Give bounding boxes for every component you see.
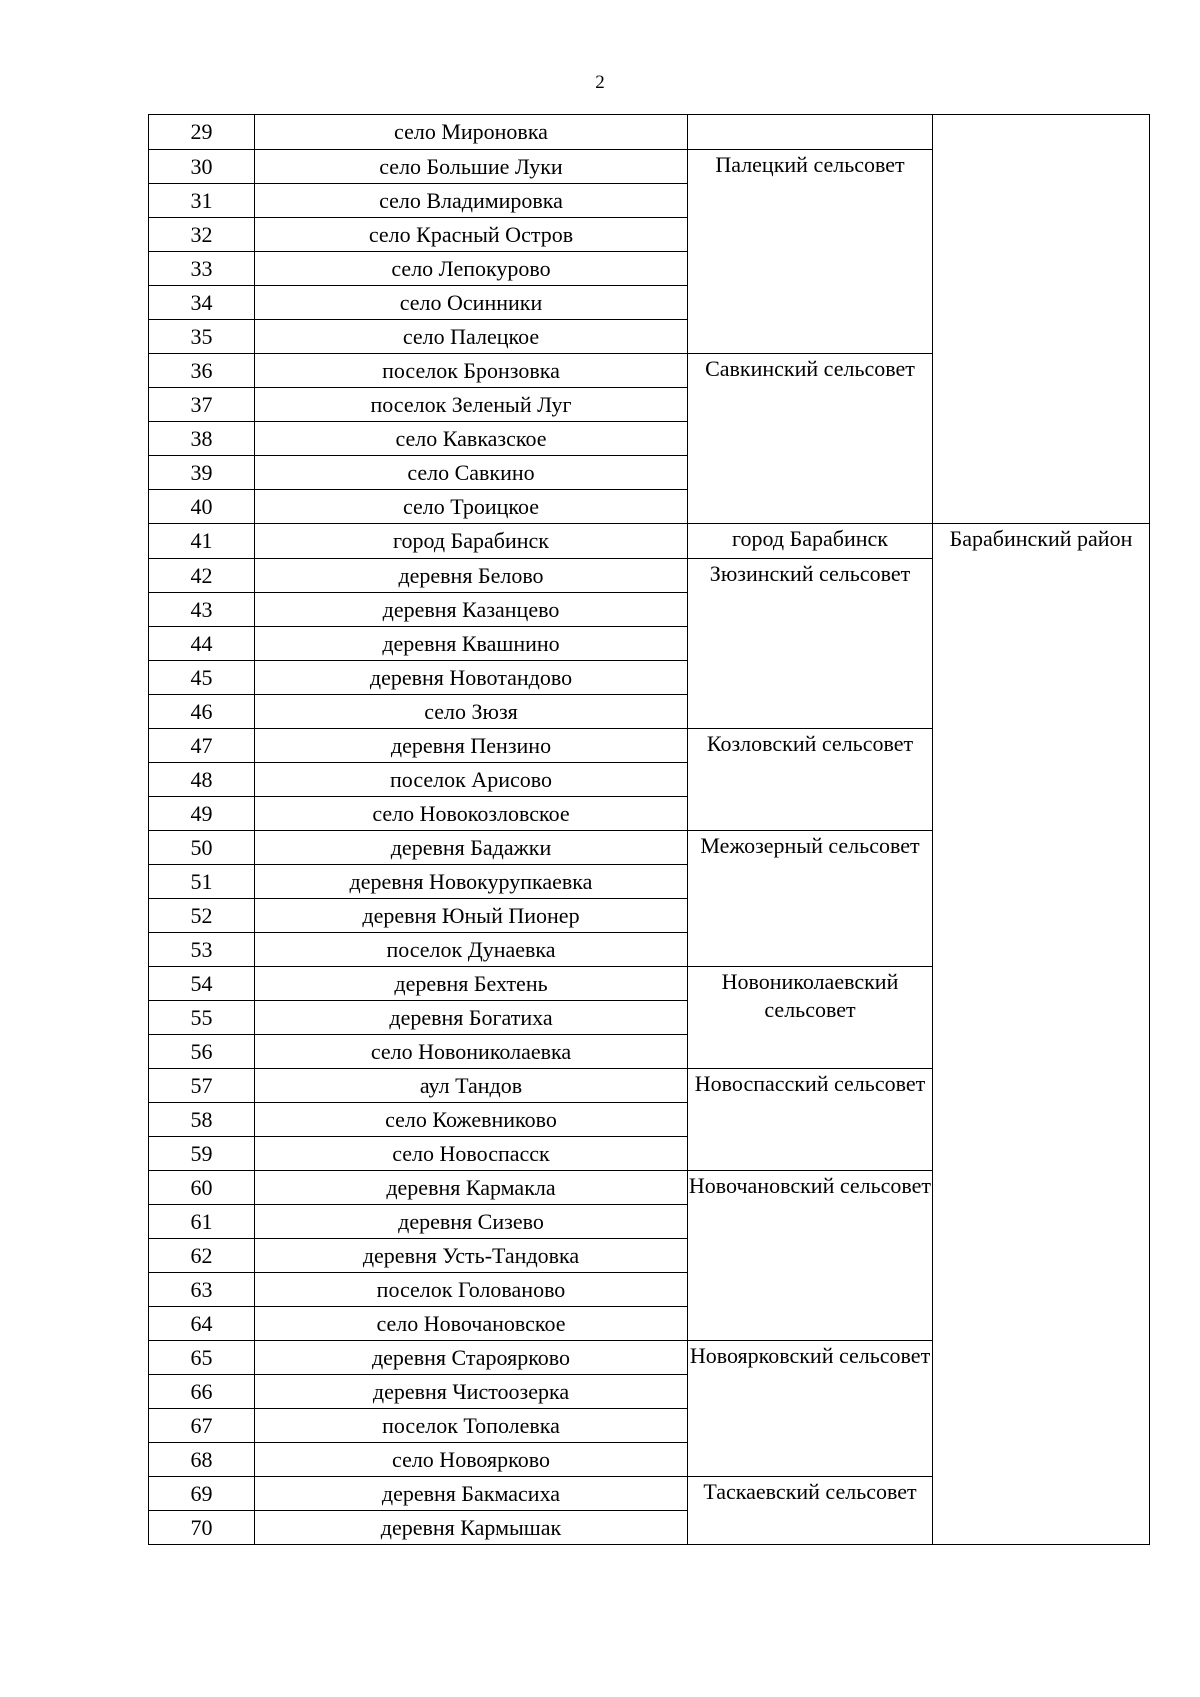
settlement-name-cell: аул Тандов: [255, 1069, 688, 1103]
row-number-cell: 39: [149, 456, 255, 490]
row-number-cell: 30: [149, 150, 255, 184]
settlement-name-cell: село Новоярково: [255, 1443, 688, 1477]
settlement-name-cell: село Осинники: [255, 286, 688, 320]
settlement-name-cell: деревня Новокурупкаевка: [255, 865, 688, 899]
settlement-name-cell: село Большие Луки: [255, 150, 688, 184]
row-number-cell: 44: [149, 627, 255, 661]
row-number-cell: 65: [149, 1341, 255, 1375]
row-number-cell: 59: [149, 1137, 255, 1171]
council-cell: Новочановский сельсовет: [688, 1171, 933, 1341]
page-number: 2: [595, 72, 605, 93]
settlement-name-cell: село Мироновка: [255, 115, 688, 150]
council-cell: Савкинский сельсовет: [688, 354, 933, 524]
settlement-name-cell: деревня Богатиха: [255, 1001, 688, 1035]
council-cell: Таскаевский сельсовет: [688, 1477, 933, 1545]
row-number-cell: 46: [149, 695, 255, 729]
row-number-cell: 51: [149, 865, 255, 899]
settlement-name-cell: село Новониколаевка: [255, 1035, 688, 1069]
row-number-cell: 40: [149, 490, 255, 524]
row-number-cell: 55: [149, 1001, 255, 1035]
row-number-cell: 48: [149, 763, 255, 797]
settlement-name-cell: село Владимировка: [255, 184, 688, 218]
district-cell: [933, 115, 1150, 524]
row-number-cell: 70: [149, 1511, 255, 1545]
settlement-name-cell: поселок Бронзовка: [255, 354, 688, 388]
row-number-cell: 58: [149, 1103, 255, 1137]
settlement-name-cell: село Новоспасск: [255, 1137, 688, 1171]
settlement-name-cell: деревня Бехтень: [255, 967, 688, 1001]
settlement-name-cell: село Троицкое: [255, 490, 688, 524]
settlement-name-cell: деревня Сизево: [255, 1205, 688, 1239]
settlement-name-cell: деревня Пензино: [255, 729, 688, 763]
settlements-table: [148, 114, 1150, 1545]
row-number-cell: 68: [149, 1443, 255, 1477]
table-row: [149, 524, 1150, 559]
settlement-name-cell: деревня Староярково: [255, 1341, 688, 1375]
council-cell: Новониколаевский сельсовет: [688, 967, 933, 1069]
row-number-cell: 69: [149, 1477, 255, 1511]
district-cell: Барабинский район: [933, 524, 1150, 1545]
row-number-cell: 57: [149, 1069, 255, 1103]
row-number-cell: 43: [149, 593, 255, 627]
settlement-name-cell: поселок Тополевка: [255, 1409, 688, 1443]
row-number-cell: 62: [149, 1239, 255, 1273]
row-number-cell: 45: [149, 661, 255, 695]
row-number-cell: 32: [149, 218, 255, 252]
settlement-name-cell: село Савкино: [255, 456, 688, 490]
settlement-name-cell: деревня Бакмасиха: [255, 1477, 688, 1511]
settlement-name-cell: деревня Кармакла: [255, 1171, 688, 1205]
council-cell: [688, 115, 933, 150]
row-number-cell: 64: [149, 1307, 255, 1341]
row-number-cell: 50: [149, 831, 255, 865]
table-body: [149, 115, 1150, 1545]
row-number-cell: 41: [149, 524, 255, 559]
row-number-cell: 54: [149, 967, 255, 1001]
row-number-cell: 37: [149, 388, 255, 422]
settlement-name-cell: село Лепокурово: [255, 252, 688, 286]
settlement-name-cell: деревня Кармышак: [255, 1511, 688, 1545]
row-number-cell: 29: [149, 115, 255, 150]
row-number-cell: 38: [149, 422, 255, 456]
settlement-name-cell: деревня Новотандово: [255, 661, 688, 695]
settlement-name-cell: деревня Усть-Тандовка: [255, 1239, 688, 1273]
row-number-cell: 42: [149, 559, 255, 593]
settlement-name-cell: село Новокозловское: [255, 797, 688, 831]
settlement-name-cell: деревня Казанцево: [255, 593, 688, 627]
row-number-cell: 60: [149, 1171, 255, 1205]
settlement-name-cell: село Новочановское: [255, 1307, 688, 1341]
council-cell: Новоярковский сельсовет: [688, 1341, 933, 1477]
settlement-name-cell: деревня Квашнино: [255, 627, 688, 661]
row-number-cell: 36: [149, 354, 255, 388]
row-number-cell: 56: [149, 1035, 255, 1069]
council-cell: Зюзинский сельсовет: [688, 559, 933, 729]
row-number-cell: 31: [149, 184, 255, 218]
council-cell: Новоспасский сельсовет: [688, 1069, 933, 1171]
settlement-name-cell: село Красный Остров: [255, 218, 688, 252]
settlement-name-cell: деревня Чистоозерка: [255, 1375, 688, 1409]
council-cell: Козловский сельсовет: [688, 729, 933, 831]
settlement-name-cell: село Кавказское: [255, 422, 688, 456]
row-number-cell: 66: [149, 1375, 255, 1409]
settlement-name-cell: поселок Арисово: [255, 763, 688, 797]
settlement-name-cell: деревня Бадажки: [255, 831, 688, 865]
row-number-cell: 34: [149, 286, 255, 320]
row-number-cell: 47: [149, 729, 255, 763]
council-cell: Межозерный сельсовет: [688, 831, 933, 967]
settlement-name-cell: село Палецкое: [255, 320, 688, 354]
row-number-cell: 61: [149, 1205, 255, 1239]
row-number-cell: 67: [149, 1409, 255, 1443]
settlement-name-cell: город Барабинск: [255, 524, 688, 559]
settlement-name-cell: поселок Голованово: [255, 1273, 688, 1307]
row-number-cell: 53: [149, 933, 255, 967]
row-number-cell: 52: [149, 899, 255, 933]
settlement-name-cell: село Зюзя: [255, 695, 688, 729]
row-number-cell: 63: [149, 1273, 255, 1307]
row-number-cell: 49: [149, 797, 255, 831]
row-number-cell: 33: [149, 252, 255, 286]
table-row: [149, 115, 1150, 150]
settlement-name-cell: деревня Белово: [255, 559, 688, 593]
row-number-cell: 35: [149, 320, 255, 354]
settlement-name-cell: поселок Зеленый Луг: [255, 388, 688, 422]
council-cell: город Барабинск: [688, 524, 933, 559]
settlement-name-cell: село Кожевниково: [255, 1103, 688, 1137]
council-cell: Палецкий сельсовет: [688, 150, 933, 354]
settlement-name-cell: поселок Дунаевка: [255, 933, 688, 967]
settlement-name-cell: деревня Юный Пионер: [255, 899, 688, 933]
